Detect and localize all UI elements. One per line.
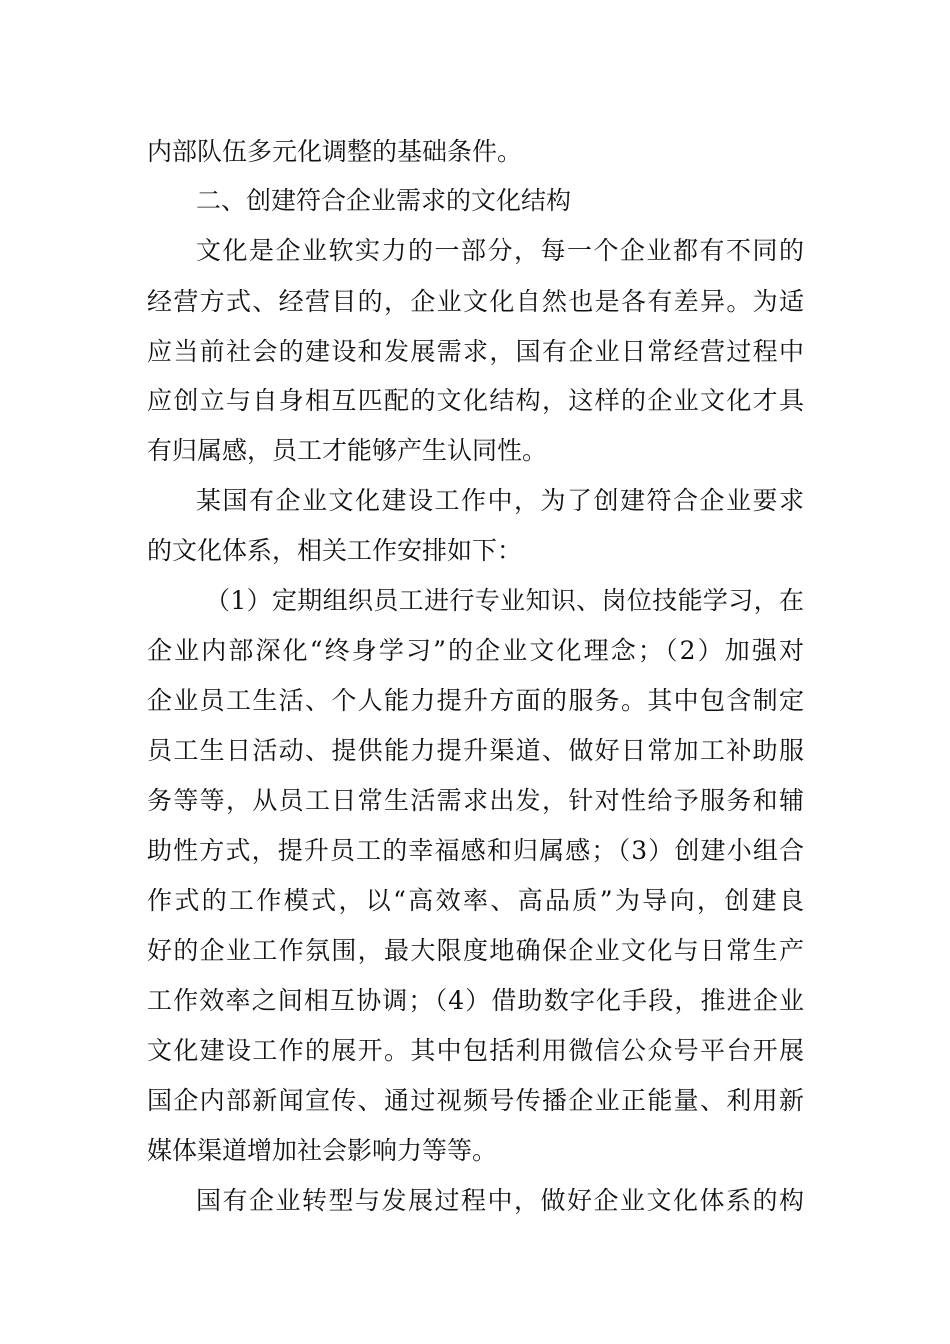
- line-text: 企业员工生活、个人能力提升方面的服务。其中包含制定: [147, 686, 806, 715]
- section-heading-text: 二、创建符合企业需求的文化结构: [196, 186, 572, 215]
- line-text: 文化建设工作的展开。其中包括利用微信公众号平台开展: [147, 1036, 806, 1065]
- line-text: 国企内部新闻宣传、通过视频号传播企业正能量、利用新: [147, 1086, 806, 1115]
- line-text: 企业内部深化“终身学习”的企业文化理念；（2）加强对: [147, 636, 807, 665]
- line-text: 工作效率之间相互协调；（4）借助数字化手段，推进企业: [147, 986, 806, 1015]
- line-text: 经营方式、经营目的，企业文化自然也是各有差异。为适: [147, 287, 806, 316]
- line-text: 文化是企业软实力的一部分，每一个企业都有不同的: [196, 236, 806, 265]
- line-text: 作式的工作模式，以“高效率、高品质”为导向，创建良: [147, 886, 807, 915]
- line-text: （1）定期组织员工进行专业知识、岗位技能学习，在: [205, 586, 805, 615]
- line-text: 助性方式，提升员工的幸福感和归属感；（3）创建小组合: [147, 836, 806, 865]
- line-text: 国有企业转型与发展过程中，做好企业文化体系的构: [196, 1186, 806, 1215]
- line-text: 应创立与自身相互匹配的文化结构，这样的企业文化才具: [147, 386, 806, 415]
- line-text: 好的企业工作氛围，最大限度地确保企业文化与日常生产: [147, 936, 806, 965]
- line-text: 务等等，从员工日常生活需求出发，针对性给予服务和辅: [147, 786, 806, 815]
- line-text: 媒体渠道增加社会影响力等等。: [147, 1136, 498, 1165]
- line-text: 员工生日活动、提供能力提升渠道、做好日常加工补助服: [147, 736, 806, 765]
- line-text: 应当前社会的建设和发展需求，国有企业日常经营过程中: [147, 337, 806, 366]
- line-text: 有归属感，员工才能够产生认同性。: [147, 436, 548, 465]
- line-text: 的文化体系，相关工作安排如下：: [147, 536, 523, 565]
- line-text: 内部队伍多元化调整的基础条件。: [147, 137, 523, 166]
- line-text: 某国有企业文化建设工作中，为了创建符合企业要求: [196, 486, 806, 515]
